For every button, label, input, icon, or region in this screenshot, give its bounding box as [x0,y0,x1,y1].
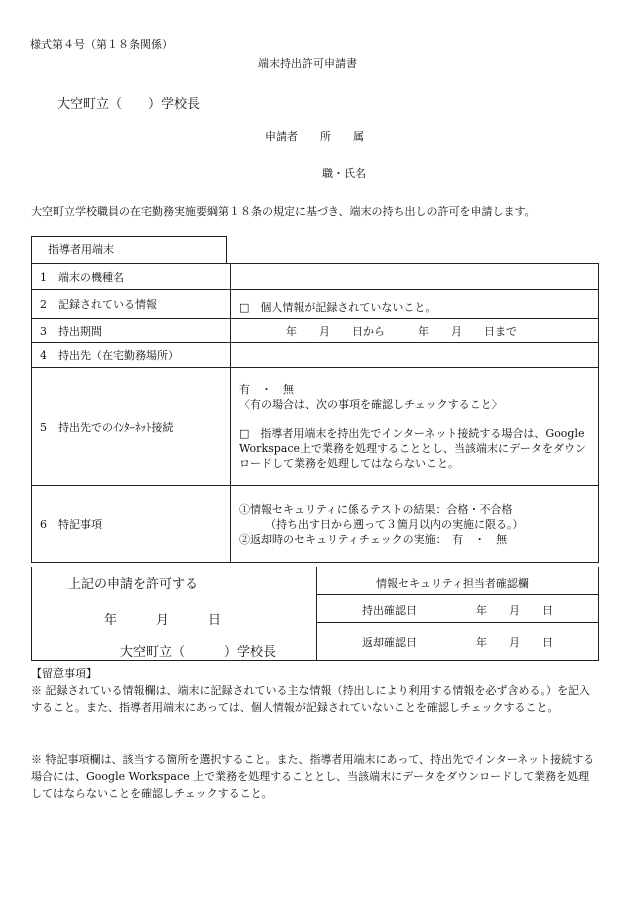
approval-heading: 上記の申請を許可する [68,577,199,592]
row-label: 6 特記事項 [32,486,231,563]
checkout-label: 持出確認日 [362,604,417,617]
internet-connection-field[interactable] [231,368,599,486]
security-test-result[interactable]: ①情報セキュリティに係るテストの結果：合格・不合格 [239,502,513,516]
return-label: 返却確認日 [362,636,417,649]
position-name-label: 職・氏名 [322,167,366,180]
internet-checkbox-text[interactable]: □ 指導者用端末を持出先でインターネット接続する場合は、Google Workspace上で業務を処理することとし、当該端末にデータをダウンロードして業務を処理してはならないこと。 [239,427,587,470]
approval-section [31,567,599,661]
table-row [32,343,599,368]
return-date[interactable]: 年 月 日 [476,636,553,649]
device-type-tab: 指導者用端末 [31,236,227,263]
hline [316,622,599,623]
device-model-field[interactable] [231,264,599,290]
yes-no-choice[interactable]: 有 ・ 無 [239,383,294,396]
application-table [31,263,599,563]
notes-heading: 【留意事項】 [31,667,97,680]
instruction-text: 〈有の場合は、次の事項を確認しチェックすること〉 [239,398,503,411]
row-label: 1 端末の機種名 [32,264,231,290]
note-special-items: ※ 特記事項欄は、該当する箇所を選択すること。また、指導者用端末にあって、持出先でインターネット接続する場合には、Google Workspace 上で業務を処理することとし、当該端末にデータをダウンロードして業務を処理してはならないことを確認しチェックすること。 [31,753,595,800]
return-security-check[interactable]: ②返却時のセキュリティチェックの実施： 有 ・ 無 [239,532,508,546]
intro-text: 大空町立学校職員の在宅勤務実施要綱第１８条の規定に基づき、端末の持ち出しの許可を申請します。 [31,205,536,218]
recorded-info-checkbox[interactable]: □ 個人情報が記録されていないこと。 [231,290,599,319]
row-label: 3 持出期間 [32,319,231,343]
addressee: 大空町立（ ）学校長 [57,97,201,112]
row-label: 5 持出先でのｲﾝﾀｰﾈｯﾄ接続 [32,368,231,486]
document-title: 端末持出許可申請書 [258,57,357,70]
table-row [32,368,599,486]
row-label: 2 記録されている情報 [32,290,231,319]
checkout-date[interactable]: 年 月 日 [476,604,553,617]
approval-date[interactable]: 年 月 日 [104,613,222,628]
table-row [32,319,599,343]
security-heading: 情報セキュリティ担当者確認欄 [376,577,529,590]
principal-signature[interactable]: 大空町立（ ）学校長 [120,645,277,660]
row-label: 4 持出先（在宅勤務場所） [32,343,231,368]
form-number: 様式第４号（第１８条関係） [30,38,173,51]
table-row [32,290,599,319]
destination-field[interactable] [231,343,599,368]
table-row [32,486,599,563]
hline [316,594,599,595]
special-notes-field[interactable] [231,486,599,563]
note-recorded-info: ※ 記録されている情報欄は、端末に記録されている主な情報（持出しにより利用する情報を必ず含める。）を記入すること。また、指導者用端末にあっては、個人情報が記録されていないことを確認しチェックすること。 [31,684,590,714]
security-test-note: （持ち出す日から遡って３箇月以内の実施に限る。） [265,517,524,531]
period-field[interactable]: 年 月 日から 年 月 日まで [231,319,599,343]
security-confirm-box [316,567,599,660]
table-row [32,264,599,290]
applicant-label: 申請者 所 属 [265,130,364,143]
